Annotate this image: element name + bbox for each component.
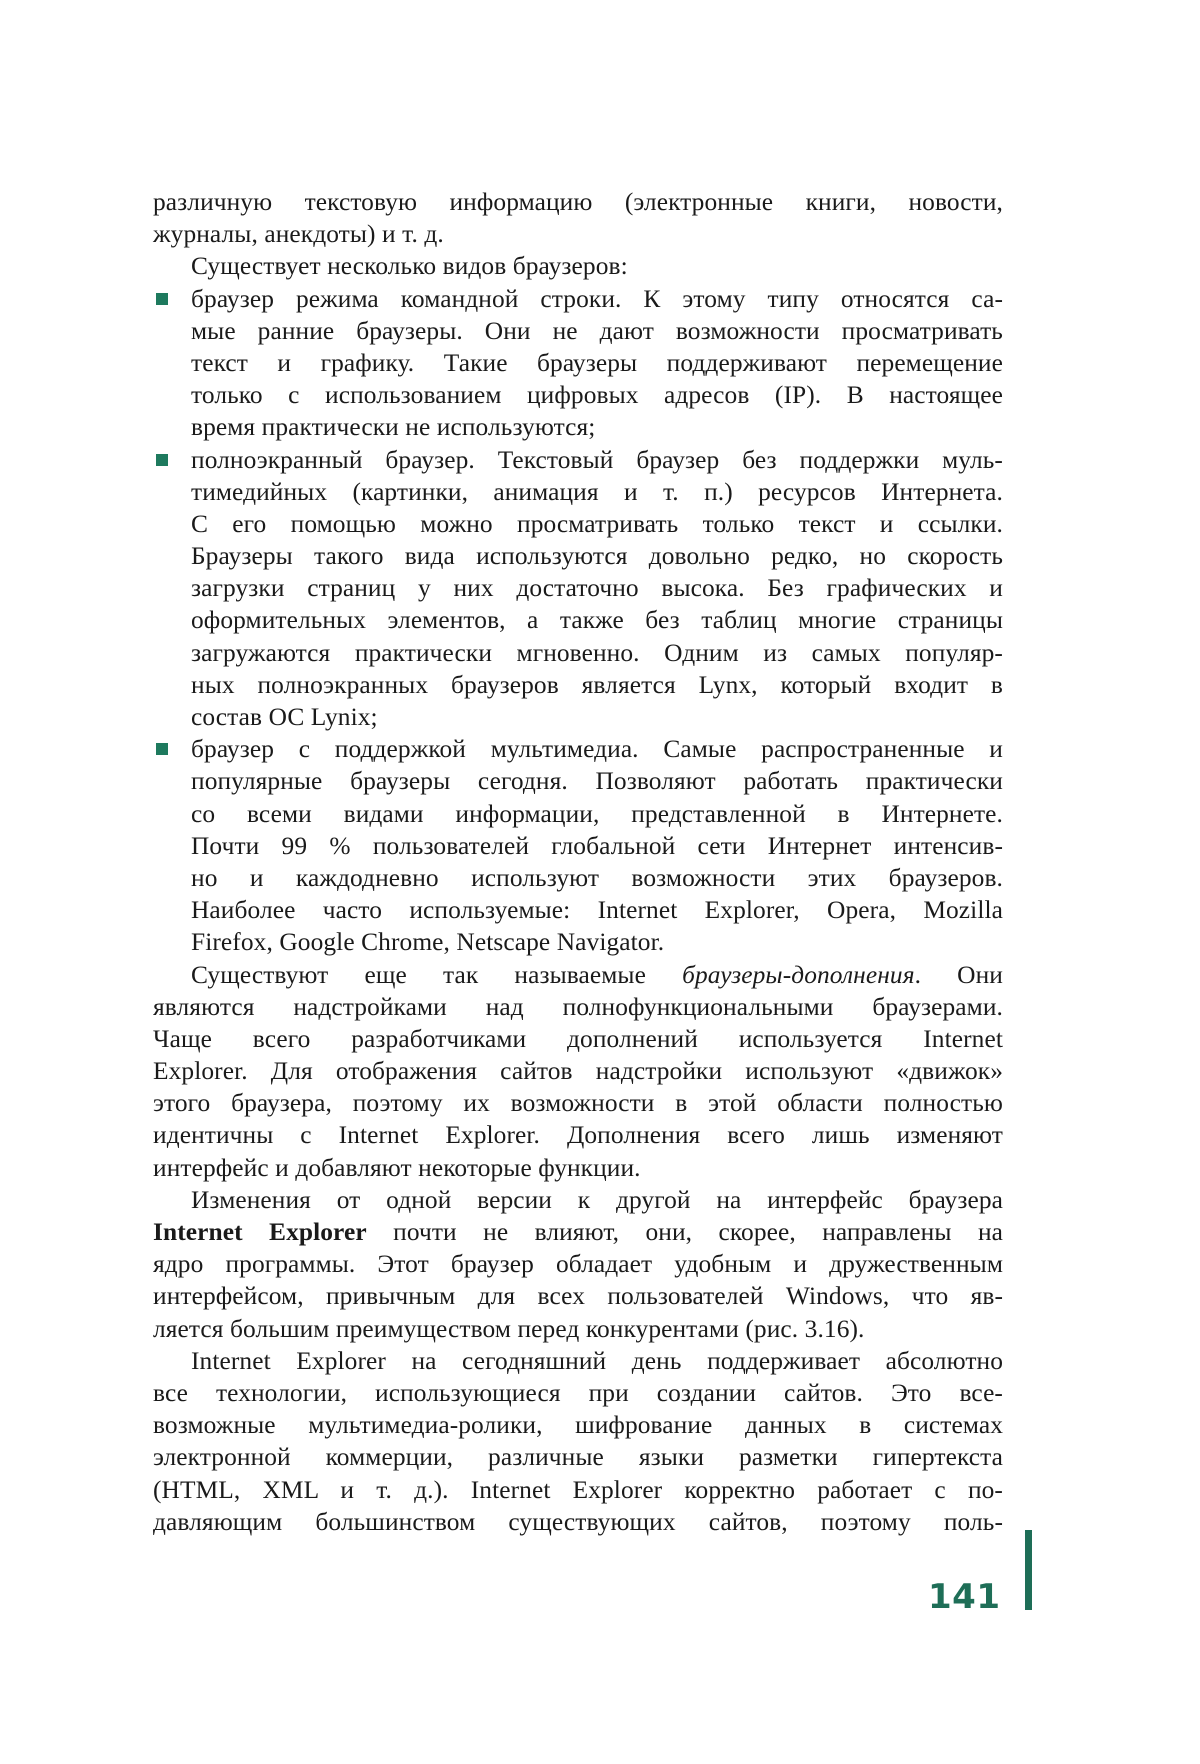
text-line: идентичны с Internet Explorer. Дополнения всего лишь изменяют — [153, 1121, 1003, 1150]
text-line: Почти 99 % пользователей глобальной сети Интернет интенсив- — [191, 831, 1003, 860]
text-line: состав ОС Lynix; — [191, 703, 378, 731]
text-line: С его помощью можно просматривать только текст и ссылки. — [191, 509, 1003, 538]
bullet-item — [153, 283, 1003, 444]
text-line: загружаются практически мгновенно. Одним из самых популяр- — [191, 638, 1003, 667]
bullet-item — [153, 444, 1003, 734]
text-line: (HTML, XML и т. д.). Internet Explorer корректно работает с по- — [153, 1475, 1003, 1504]
bullet-item — [153, 733, 1003, 958]
text-line: текст и графику. Такие браузеры поддерживают перемещение — [191, 348, 1003, 377]
text-line: Explorer. Для отображения сайтов надстройки используют «движок» — [153, 1057, 1003, 1086]
text-line: Firefox, Google Chrome, Netscape Navigator. — [191, 928, 665, 957]
text-line: Internet Explorer на сегодняшний день поддерживает абсолютно — [191, 1346, 1003, 1375]
text-line: ляется большим преимуществом перед конкурентами (рис. 3.16). — [153, 1314, 865, 1343]
text-line: загрузки страниц у них достаточно высока. Без графических и — [191, 574, 1003, 603]
text-line: все технологии, использующиеся при создании сайтов. Это все- — [153, 1378, 1003, 1407]
text-line: оформительных элементов, а также без таблиц многие страницы — [191, 606, 1003, 635]
text-line: браузер режима командной строки. К этому типу относятся са- — [191, 284, 1003, 313]
text-span: Существуют еще так называемые — [191, 960, 683, 989]
page-body — [153, 186, 1003, 1538]
bullet-square-icon — [156, 293, 168, 305]
text-line: различную текстовую информацию (электронные книги, новости, — [153, 188, 1003, 216]
text-line: Чаще всего разработчиками дополнений используется Internet — [153, 1024, 1003, 1053]
text-line: электронной коммерции, различные языки разметки гипертекста — [153, 1443, 1003, 1472]
bullet-square-icon — [156, 743, 168, 755]
text-line: со всеми видами информации, представленной в Интернете. — [191, 799, 1003, 828]
text-line: Браузеры такого вида используются довольно редко, но скорость — [191, 542, 1003, 571]
text-line: Существует несколько видов браузеров: — [191, 252, 628, 281]
text-line: являются надстройками над полнофункциональными браузерами. — [153, 992, 1003, 1021]
text-line: но и каждодневно используют возможности этих браузеров. — [191, 863, 1003, 892]
text-line: этого браузера, поэтому их возможности в этой области полностью — [153, 1089, 1003, 1118]
text-line: только с использованием цифровых адресов (IP). В настоящее — [191, 381, 1003, 410]
text-line: интерфейсом, привычным для всех пользователей Windows, что яв- — [153, 1282, 1003, 1311]
text-line: ядро программы. Этот браузер обладает удобным и дружественным — [153, 1250, 1003, 1279]
text-line: тимедийных (картинки, анимация и т. п.) ресурсов Интернета. — [191, 477, 1003, 506]
text-span: почти не влияют, они, скорее, направлены на — [366, 1218, 1004, 1246]
bold-term: Internet Explorer — [153, 1218, 367, 1246]
page-edge-rule — [1025, 1530, 1032, 1610]
text-span: . Они — [914, 960, 1003, 989]
text-line: возможные мультимедиа-ролики, шифрование данных в системах — [153, 1411, 1003, 1440]
emphasis-term: браузеры-дополнения — [682, 960, 915, 989]
text-line: давляющим большинством существующих сайтов, поэтому поль- — [153, 1507, 1003, 1536]
text-line: Наиболее часто используемые: Internet Explorer, Opera, Mozilla — [191, 896, 1003, 925]
text-line: мые ранние браузеры. Они не дают возможности просматривать — [191, 316, 1003, 345]
text-line: время практически не используются; — [191, 413, 596, 442]
text-line: популярные браузеры сегодня. Позволяют работать практически — [191, 767, 1003, 796]
text-line: Изменения от одной версии к другой на интерфейс браузера — [191, 1185, 1003, 1214]
text-line: ных полноэкранных браузеров является Lynx, который входит в — [191, 670, 1003, 699]
text-line — [153, 1216, 1003, 1248]
text-line: журналы, анекдоты) и т. д. — [153, 220, 444, 249]
text-line: полноэкранный браузер. Текстовый браузер без поддержки муль- — [191, 445, 1003, 474]
bullet-square-icon — [156, 454, 168, 466]
text-line: интерфейс и добавляют некоторые функции. — [153, 1153, 641, 1182]
text-line: браузер с поддержкой мультимедиа. Самые распространенные и — [191, 735, 1003, 764]
page-number: 141 — [928, 1577, 1001, 1617]
text-line — [153, 959, 1003, 991]
